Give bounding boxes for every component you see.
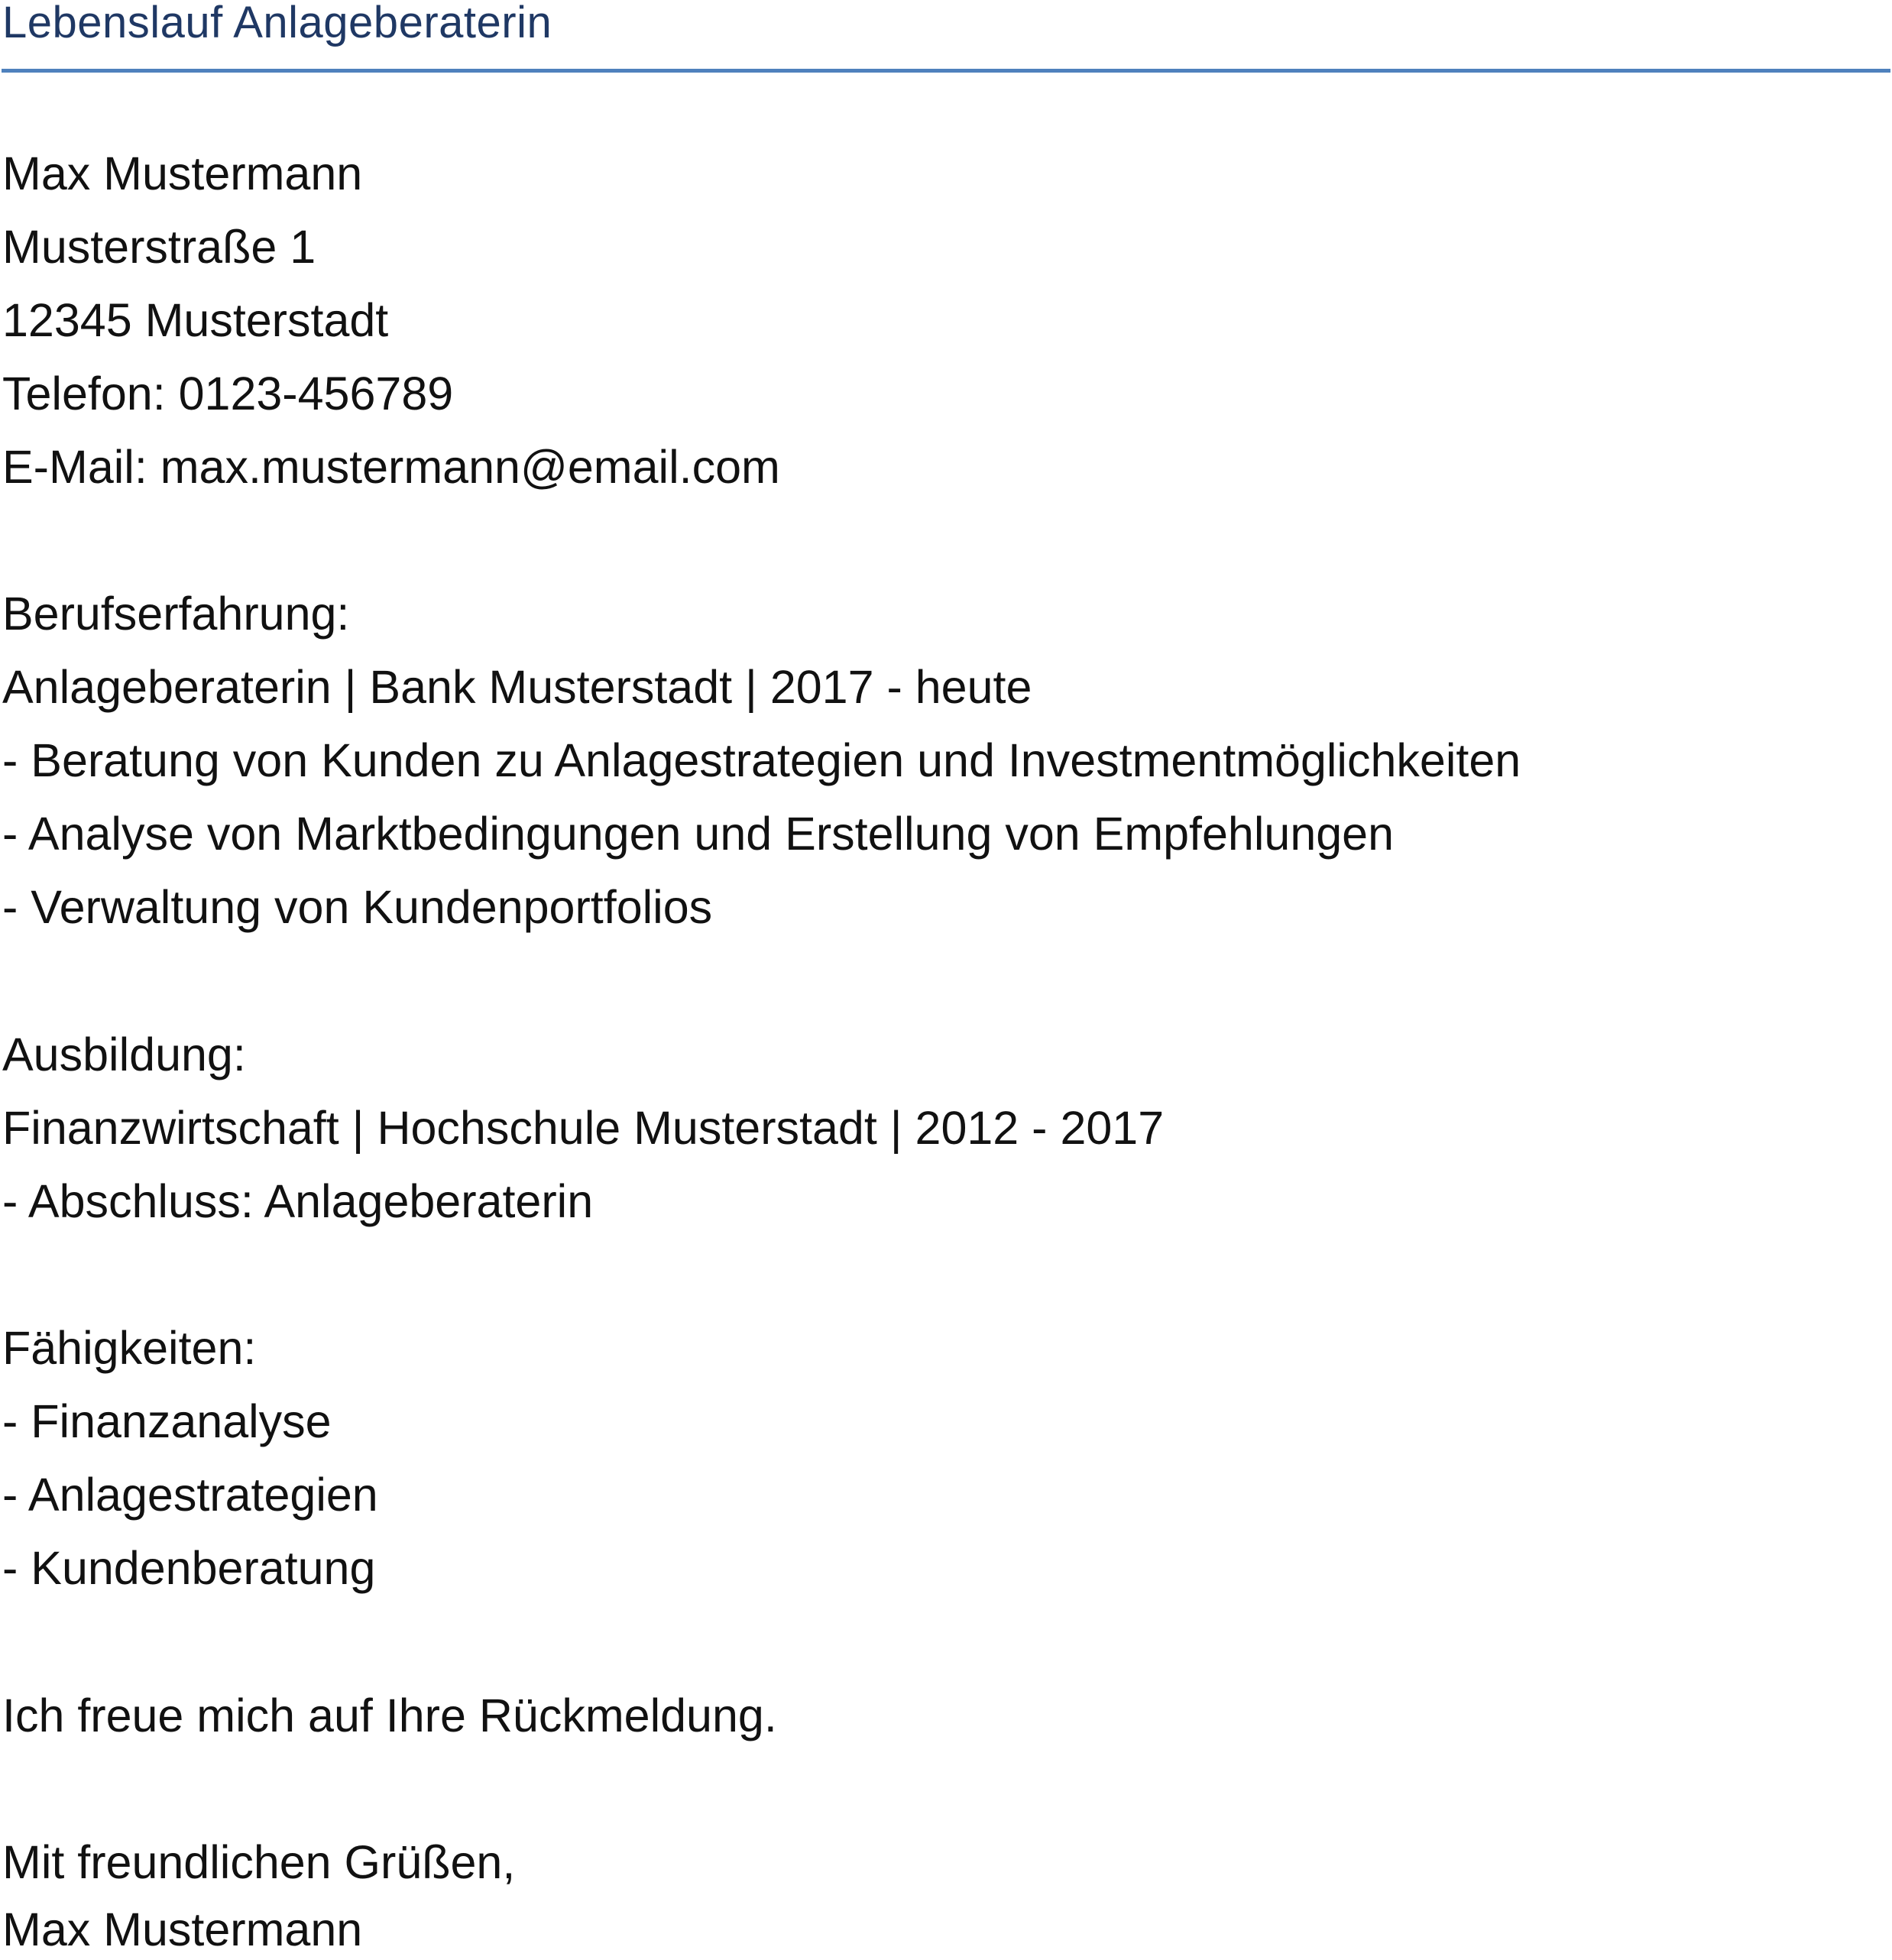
- education-program: Finanzwirtschaft | Hochschule Musterstadt | 2012 - 2017: [2, 1102, 1165, 1154]
- education-item: - Abschluss: Anlageberaterin: [2, 1175, 594, 1227]
- experience-heading: Berufserfahrung:: [2, 588, 350, 640]
- title-underline: [2, 69, 1890, 73]
- signature-name: Max Mustermann: [2, 1903, 363, 1955]
- experience-item: - Analyse von Marktbedingungen und Erstellung von Empfehlungen: [2, 808, 1395, 860]
- skills-item: - Kundenberatung: [2, 1542, 376, 1594]
- contact-street: Musterstraße 1: [2, 221, 316, 273]
- contact-city: 12345 Musterstadt: [2, 294, 389, 346]
- education-heading: Ausbildung:: [2, 1029, 246, 1080]
- experience-item: - Verwaltung von Kundenportfolios: [2, 881, 713, 933]
- skills-item: - Anlagestrategien: [2, 1469, 378, 1521]
- document-title: Lebenslauf Anlageberaterin: [2, 0, 552, 47]
- experience-item: - Beratung von Kunden zu Anlagestrategien und Investmentmöglichkeiten: [2, 734, 1521, 786]
- skills-heading: Fähigkeiten:: [2, 1322, 257, 1374]
- experience-position: Anlageberaterin | Bank Musterstadt | 2017 - heute: [2, 661, 1032, 713]
- contact-email: E-Mail: max.mustermann@email.com: [2, 441, 780, 493]
- contact-name: Max Mustermann: [2, 147, 363, 199]
- contact-phone: Telefon: 0123-456789: [2, 368, 454, 420]
- closing-sentence: Ich freue mich auf Ihre Rückmeldung.: [2, 1689, 777, 1741]
- skills-item: - Finanzanalyse: [2, 1395, 332, 1447]
- salutation: Mit freundlichen Grüßen,: [2, 1836, 516, 1888]
